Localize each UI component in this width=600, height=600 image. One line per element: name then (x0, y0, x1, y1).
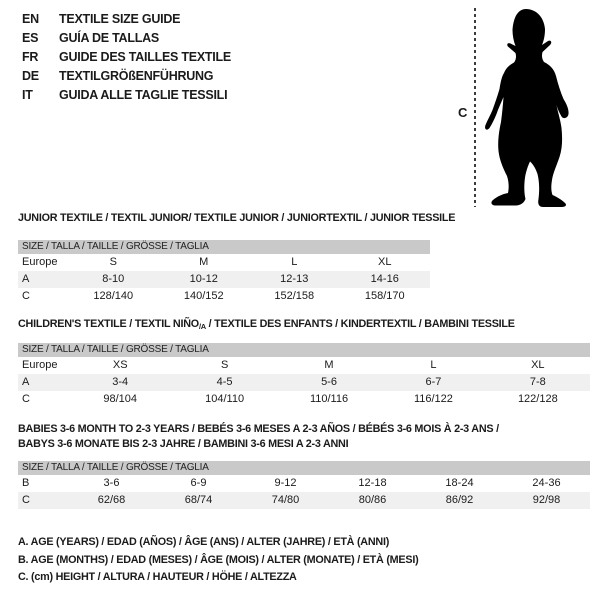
table-cell: 12-18 (358, 477, 387, 489)
size-band-header: SIZE / TALLA / TAILLE / GRÖSSE / TAGLIA (18, 461, 590, 475)
table-cell: M (199, 256, 209, 268)
footnote-b: B. AGE (MONTHS) / EDAD (MESES) / ÂGE (MOIS) / ALTER (MONATE) / ETÀ (MESI) (18, 553, 419, 566)
table-cell: 4-5 (216, 376, 233, 388)
table-cell: 110/116 (309, 393, 349, 405)
table-cell: 116/122 (413, 393, 453, 405)
babies-table-title (18, 422, 499, 452)
table-cell: S (220, 359, 229, 371)
standing-baby-silhouette-icon (481, 4, 587, 208)
table-cell: 12-13 (280, 273, 309, 285)
footnotes (18, 534, 418, 587)
row-label: A (22, 376, 30, 388)
table-row (18, 374, 590, 391)
table-cell: 3-6 (103, 477, 120, 489)
table-cell: XS (112, 359, 128, 371)
language-title: GUIDA ALLE TAGLIE TESSILI (59, 87, 228, 102)
table-cell: 7-8 (529, 376, 546, 388)
table-title-line: JUNIOR TEXTILE / TEXTIL JUNIOR/ TEXTILE JUNIOR / JUNIORTEXTIL / JUNIOR TESSILE (18, 212, 456, 224)
table-cell: 104/110 (205, 393, 245, 405)
babies-size-table (18, 461, 590, 509)
table-row (18, 254, 430, 271)
table-cell: 24-36 (532, 477, 561, 489)
language-title: TEXTILE SIZE GUIDE (59, 11, 181, 26)
language-row (22, 85, 231, 104)
table-cell: 9-12 (274, 477, 297, 489)
size-band-header: SIZE / TALLA / TAILLE / GRÖSSE / TAGLIA (18, 240, 430, 254)
language-code: EN (22, 11, 39, 26)
junior-size-table (18, 240, 430, 305)
table-cell: XL (531, 359, 545, 371)
row-label: Europe (22, 359, 58, 371)
table-cell: 140/152 (183, 290, 224, 302)
footnote-a: A. AGE (YEARS) / EDAD (AÑOS) / ÂGE (ANS) / ALTER (JAHRE) / ETÀ (ANNI) (18, 536, 390, 548)
children-size-table (18, 343, 590, 408)
language-row (22, 9, 231, 28)
table-cell: 68/74 (184, 494, 213, 506)
table-cell: 10-12 (189, 273, 218, 285)
row-label: C (22, 494, 30, 506)
table-cell: L (430, 359, 437, 371)
height-measure-dashed-line (474, 8, 476, 207)
language-row (22, 28, 231, 47)
size-band-header: SIZE / TALLA / TAILLE / GRÖSSE / TAGLIA (18, 343, 590, 357)
language-code: IT (22, 87, 33, 102)
language-row (22, 66, 231, 85)
row-label: C (22, 290, 30, 302)
children-table-title (18, 317, 515, 334)
table-cell: 128/140 (93, 290, 134, 302)
height-measure-label: C (458, 105, 468, 120)
row-label: B (22, 477, 30, 489)
table-cell: 86/92 (445, 494, 474, 506)
table-title-line: BABYS 3-6 MONATE BIS 2-3 JAHRE / BAMBINI 3-6 MESI A 2-3 ANNI (18, 438, 349, 450)
table-cell: 6-7 (425, 376, 442, 388)
table-row (18, 271, 430, 288)
table-cell: 6-9 (190, 477, 207, 489)
junior-table-title (18, 211, 455, 226)
table-cell: 92/98 (532, 494, 561, 506)
table-cell: 122/128 (517, 393, 558, 405)
table-cell: 98/104 (103, 393, 138, 405)
language-code: FR (22, 49, 39, 64)
table-row (18, 492, 590, 509)
table-title-line: CHILDREN'S TEXTILE / TEXTIL $NIÑO_{/A}$ / TEXTILE DES ENFANTS / KINDERTEXTIL / BAMBINI TESSILE (18, 318, 515, 331)
language-title: TEXTILGRÖßENFÜHRUNG (59, 68, 214, 83)
table-cell: M (324, 359, 334, 371)
table-cell: 158/170 (364, 290, 405, 302)
table-row (18, 391, 590, 408)
table-row (18, 357, 590, 374)
table-cell: S (109, 256, 117, 268)
row-label: A (22, 273, 30, 285)
table-cell: 5-6 (321, 376, 337, 388)
language-header (22, 9, 231, 104)
table-cell: 62/68 (97, 494, 126, 506)
table-cell: 8-10 (102, 273, 125, 285)
table-title-line: BABIES 3-6 MONTH TO 2-3 YEARS / BEBÉS 3-6 MESES A 2-3 AÑOS / BÉBÉS 3-6 MOIS À 2-3 ANS / (18, 423, 499, 435)
language-row (22, 47, 231, 66)
language-code: ES (22, 30, 39, 45)
table-row (18, 475, 590, 492)
language-code: DE (22, 68, 39, 83)
table-cell: L (291, 256, 298, 268)
row-label: Europe (22, 256, 58, 268)
language-title: GUÍA DE TALLAS (59, 30, 159, 45)
table-cell: 74/80 (271, 494, 300, 506)
table-cell: 3-4 (112, 376, 129, 388)
table-cell: 14-16 (370, 273, 399, 285)
table-cell: 152/158 (274, 290, 315, 302)
table-row (18, 288, 430, 305)
table-cell: 80/86 (358, 494, 387, 506)
row-label: C (22, 393, 30, 405)
footnote-c: C. (cm) HEIGHT / ALTURA / HAUTEUR / HÖHE / ALTEZZA (18, 571, 297, 583)
table-cell: XL (378, 256, 392, 268)
table-cell: 18-24 (445, 477, 474, 489)
language-title: GUIDE DES TAILLES TEXTILE (59, 49, 232, 64)
